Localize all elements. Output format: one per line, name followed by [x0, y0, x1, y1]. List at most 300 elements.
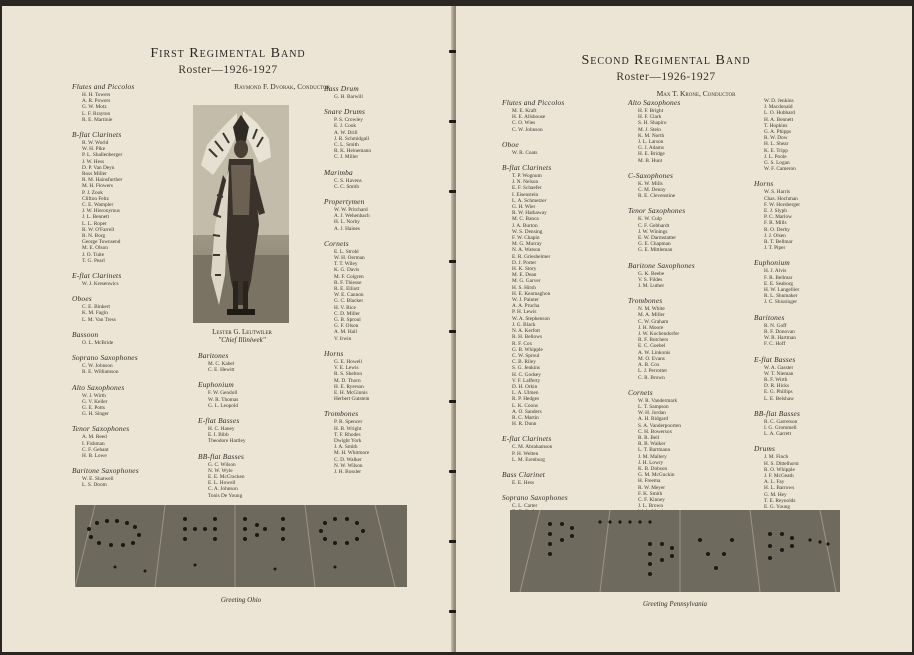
- member-name: W. E. Cannon: [334, 292, 364, 299]
- member-name: G. B. Sproul: [334, 317, 361, 324]
- member-name: J. W. Winings: [638, 228, 668, 235]
- member-name: A. W. Linkonis: [638, 349, 671, 356]
- member-name: A. O. Sanders: [512, 408, 542, 415]
- roster-section: [502, 140, 622, 156]
- member-name: R. R. Bell: [638, 434, 660, 441]
- member-name: K. M. North: [638, 132, 665, 139]
- section-title: Bassoon: [72, 329, 99, 339]
- member-name: H. L. Shear: [764, 141, 789, 148]
- member-name: J. H. Bossler: [334, 468, 362, 475]
- member-name: J. H. Moore: [638, 324, 664, 331]
- member-name: L. E. Belshaw: [764, 395, 795, 402]
- member-name: L. S. Doom: [82, 482, 107, 489]
- section-title: Cornets: [628, 387, 653, 397]
- member-name: G. V. Keller: [82, 398, 108, 405]
- member-name: L. A. Garrett: [764, 431, 792, 438]
- section-title: Flutes and Piccolos: [502, 98, 565, 107]
- roster-section: [72, 383, 187, 418]
- member-name: F. W. Chapin: [512, 235, 540, 242]
- member-name: R. T. Bellmar: [764, 239, 793, 246]
- roster-section: [754, 444, 874, 516]
- member-name: J. L. Poole: [764, 153, 787, 160]
- member-name: P. R. Spencer: [334, 419, 363, 426]
- member-name: C. S. Havens: [334, 177, 362, 184]
- member-name: P. S. Crowley: [334, 117, 363, 124]
- member-name: P. J. Zook: [82, 189, 103, 196]
- roster-section: [72, 294, 187, 323]
- left-page: [2, 6, 455, 652]
- member-name: W. E. Shatwell: [82, 476, 114, 483]
- member-name: M. A. Miller: [638, 312, 665, 319]
- member-name: R. P. Hedges: [512, 396, 540, 403]
- member-name: H. J. Alvis: [764, 268, 787, 275]
- member-name: M. H. Whitmore: [334, 450, 370, 457]
- section-title: E-flat Basses: [754, 354, 796, 364]
- section-title: E-flat Basses: [198, 416, 240, 426]
- chief-figure-illustration: [193, 105, 289, 323]
- member-name: R. C. Garretson: [764, 418, 798, 425]
- member-name: W. J. Wirth: [82, 392, 106, 399]
- roster-section: [72, 353, 187, 375]
- member-name: R. W. Meyer: [638, 484, 666, 491]
- member-name: C. W. Sproul: [512, 352, 540, 359]
- member-name: Ross Miller: [82, 171, 107, 178]
- member-name: J. M. Luther: [638, 283, 665, 290]
- member-name: J. R. Schmidgall: [334, 135, 370, 142]
- member-name: T. E. Reynolds: [764, 497, 796, 504]
- member-name: L. A. Ulmen: [512, 390, 539, 397]
- member-name: R. F. Donovan: [764, 328, 795, 335]
- roster-section: [628, 206, 753, 253]
- member-name: Theodore Hartley: [208, 438, 246, 445]
- member-name: G. C. Wilson: [208, 461, 236, 468]
- member-name: C. F. Kinney: [638, 496, 665, 503]
- member-name: C. E. Hewitt: [208, 367, 235, 374]
- member-name: H. H. Towers: [82, 92, 111, 98]
- member-name: M. E. Kraft: [512, 108, 537, 114]
- member-name: P. H. Welten: [512, 450, 539, 457]
- member-name: W. T. Nieman: [764, 370, 794, 377]
- member-name: E. R. Griesheimer: [512, 253, 551, 260]
- member-name: C. D. Walker: [334, 456, 362, 463]
- member-name: R. O. Whipple: [764, 466, 795, 473]
- member-name: R. E. Clevenstine: [638, 193, 676, 200]
- member-name: K. W. Culp: [638, 216, 662, 223]
- member-name: T. Hopkins: [764, 122, 788, 129]
- member-name: R. N. Borg: [82, 233, 106, 240]
- band-formation-pennsylvania-illustration: [510, 510, 840, 592]
- member-name: G. M. Hey: [764, 491, 787, 498]
- member-name: E. E. Seaborg: [764, 280, 794, 287]
- member-name: W. R. Thomas: [208, 396, 239, 403]
- member-name: A. B. Cox: [638, 362, 660, 369]
- roster-section: [754, 179, 874, 251]
- member-name: K. M. Fagin: [82, 310, 108, 317]
- member-name: J. L. Brown: [638, 503, 664, 510]
- member-name: M. G. Murray: [512, 241, 542, 248]
- greeting-ohio-caption: Greeting Ohio: [220, 596, 262, 604]
- member-name: H. B. Lowe: [82, 452, 107, 459]
- member-name: G. E. Howell: [334, 358, 362, 365]
- section-title: C-Saxophones: [628, 170, 674, 180]
- member-name: L. T. Bartmann: [638, 447, 671, 454]
- member-name: S. H. Shapiro: [638, 120, 667, 127]
- roster-section: [754, 258, 874, 305]
- member-name: W. H. Oerman: [334, 255, 365, 262]
- section-title: Drums: [754, 444, 776, 454]
- member-name: E. G. Young: [764, 503, 791, 510]
- member-name: W. H. Jordan: [638, 410, 666, 417]
- member-name: C. E. Binkert: [82, 304, 110, 311]
- greeting-pennsylvania-caption: Greeting Pennsylvania: [642, 600, 708, 608]
- member-name: J. N. Nelson: [512, 179, 539, 186]
- left-page-roster-heading: Roster—1926-1927: [178, 64, 278, 76]
- member-name: P. H. Lewis: [512, 309, 537, 316]
- section-title: Oboes: [72, 294, 92, 304]
- roster-section: [628, 296, 753, 380]
- member-name: L. K. Coons: [512, 402, 538, 409]
- section-title: B-flat Clarinets: [72, 130, 122, 140]
- section-title: Alto Saxophones: [72, 382, 125, 392]
- right-page-roster-heading: Roster—1926-1927: [616, 71, 716, 83]
- member-name: I. Eisenstein: [512, 191, 539, 198]
- member-name: F. K. Smith: [638, 490, 663, 497]
- member-name: C. R. Brown: [638, 374, 665, 381]
- member-name: D. J. Porter: [512, 259, 537, 266]
- member-name: L. L. Roper: [82, 220, 107, 227]
- member-name: W. S. Harris: [764, 189, 790, 196]
- section-title: Cornets: [324, 238, 349, 248]
- roster-section: [72, 424, 187, 459]
- member-name: W. F. Cameron: [764, 166, 796, 173]
- roster-section: [72, 82, 187, 123]
- member-name: C. B. Riley: [512, 359, 536, 366]
- roster-section: [754, 98, 874, 172]
- member-name: R. H. Bellows: [512, 334, 543, 341]
- member-name: J. A. Smith: [334, 444, 358, 451]
- section-title: Soprano Saxophones: [502, 493, 568, 503]
- member-name: H. S. Dittelhorst: [764, 460, 799, 467]
- member-name: H. L. Barrows: [764, 485, 795, 492]
- member-name: Clifton Feltz: [82, 195, 109, 202]
- roster-section: [72, 271, 187, 287]
- member-name: J. A. Burton: [512, 222, 538, 229]
- member-name: E. F. Schaefer: [512, 185, 542, 192]
- right-page-title: Second Regimental Band: [581, 53, 751, 68]
- member-name: N. A. Watson: [512, 247, 541, 254]
- member-name: J. F. McGeath: [764, 472, 794, 479]
- member-name: G. E. Chapman: [638, 241, 671, 248]
- member-name: W. J. Painter: [512, 297, 539, 304]
- member-name: C. H. Bowersox: [638, 428, 673, 435]
- member-name: G. M. McGuckin: [638, 472, 675, 479]
- member-name: K. W. Mills: [638, 180, 663, 187]
- roster-section: [198, 416, 313, 445]
- member-name: E. J. Cook: [334, 123, 357, 130]
- member-name: D. P. Van Deyn: [82, 164, 115, 171]
- roster-section: [754, 313, 874, 348]
- member-name: W. S. Densing: [512, 228, 543, 235]
- member-name: R. E. Elliott: [334, 286, 360, 293]
- member-name: M. E. Olson: [82, 245, 108, 252]
- member-name: C. E. Wampler: [82, 202, 114, 209]
- member-name: M. B. Hunt: [638, 157, 663, 164]
- member-name: R. W. O'Farrell: [82, 226, 115, 233]
- member-name: K. E. Tripp: [764, 147, 788, 154]
- member-name: Dwight York: [334, 437, 362, 444]
- member-name: H. L. Norby: [334, 219, 360, 226]
- member-name: M. G. Garver: [512, 278, 541, 285]
- member-name: H. F. Bright: [638, 108, 664, 114]
- member-name: J. Macdonald: [764, 104, 793, 111]
- member-name: J. M. Mallery: [638, 453, 667, 460]
- roster-section: [628, 171, 753, 200]
- member-name: R. W. Dow: [764, 135, 788, 142]
- roster-section: [198, 380, 313, 409]
- section-title: Soprano Saxophones: [72, 353, 138, 363]
- member-name: V. E. Lewis: [334, 365, 359, 372]
- member-name: F. W. Gendoll: [208, 390, 238, 397]
- member-name: E. I. Bibb: [208, 432, 229, 439]
- member-name: H. A. Bennett: [764, 116, 794, 123]
- member-name: H. B. Wright: [334, 425, 362, 432]
- member-name: W. D. Jenkins: [764, 98, 794, 104]
- member-name: C. L. Smith: [334, 142, 359, 149]
- member-name: W. W. Pritchard: [334, 207, 368, 214]
- member-name: R. C. Martin: [512, 414, 539, 421]
- member-name: R. W. World: [82, 140, 109, 147]
- member-name: A. H. Ridgard: [638, 416, 669, 423]
- roster-section: [502, 98, 622, 133]
- member-name: W. J. Kresenwics: [82, 281, 119, 288]
- member-name: A. L. Fay: [764, 479, 785, 486]
- member-name: E. H. McGinnis: [334, 389, 368, 396]
- member-name: F. R. Bellmar: [764, 274, 793, 281]
- member-name: H. E. Bridge: [638, 151, 665, 158]
- member-name: M. C. Kabel: [208, 361, 235, 367]
- roster-section: [502, 163, 622, 427]
- member-name: A. J. Wehenbach: [334, 213, 370, 220]
- section-title: Alto Saxophones: [628, 98, 681, 107]
- member-name: L. J. Perrottet: [638, 368, 667, 375]
- member-name: P. C. Marlow: [764, 214, 792, 221]
- member-name: R. M. Hainsfurther: [82, 177, 123, 184]
- member-name: R. L. Shumaker: [764, 293, 798, 300]
- member-name: H. F. Clark: [638, 114, 662, 121]
- section-title: Baritones: [754, 312, 785, 322]
- member-name: C. F. Gebhardt: [638, 222, 670, 229]
- member-name: P. L. Shallenberger: [82, 152, 123, 159]
- member-name: N. W. Wyle: [208, 467, 233, 474]
- member-name: W. R. Coats: [512, 149, 538, 156]
- member-name: G. C. Blacker: [334, 298, 364, 305]
- member-name: O. L. McBride: [82, 339, 114, 346]
- member-name: C. J. Miller: [334, 154, 359, 161]
- member-name: J. W. Kochendorfer: [638, 331, 680, 338]
- member-name: R. B. Walker: [638, 441, 666, 448]
- member-name: R. K. Heinemann: [334, 148, 372, 155]
- member-name: J. M. Finch: [764, 454, 789, 461]
- chief-illiniwek-photo: [193, 105, 289, 323]
- member-name: C. A. Johnson: [208, 486, 238, 493]
- chief-photo-caption-name: Lester G. Leutwiler: [212, 328, 272, 336]
- section-title: Euphonium: [754, 258, 790, 268]
- member-name: A. M. Hall: [334, 329, 357, 336]
- member-name: V. F. Lafferty: [512, 377, 541, 384]
- member-name: R. W. Hathaway: [512, 210, 547, 217]
- right-column-2: [628, 98, 753, 541]
- section-title: Baritone Saxophones: [72, 466, 139, 476]
- chief-photo-caption-nickname: "Chief Illiniwek": [218, 336, 266, 344]
- roster-section: [72, 330, 187, 346]
- section-title: Flutes and Piccolos: [72, 82, 135, 91]
- roster-section: [502, 470, 622, 486]
- right-page: [456, 6, 912, 652]
- member-name: M. O. Evans: [638, 355, 665, 362]
- roster-section: [324, 107, 439, 160]
- left-column-2: [198, 351, 313, 506]
- member-name: G. E. Mittleman: [638, 247, 673, 254]
- left-column-3: [324, 84, 439, 482]
- member-name: R. F. Cox: [512, 340, 533, 347]
- member-name: I. Fishman: [82, 440, 105, 447]
- roster-section: [72, 466, 187, 488]
- member-name: F. R. Mills: [764, 220, 787, 227]
- member-name: M. J. Stein: [638, 126, 661, 133]
- member-name: M. C. Banca: [512, 216, 539, 223]
- member-name: J. L. Larson: [638, 139, 664, 146]
- member-name: G. E. Potts: [82, 404, 105, 411]
- member-name: G. J. Adams: [638, 145, 664, 152]
- member-name: K. G. Davis: [334, 267, 360, 274]
- member-name: H. R. Dunn: [512, 421, 537, 428]
- member-name: H. K. Story: [512, 266, 537, 273]
- member-name: T. G. Pearl: [82, 257, 105, 264]
- member-name: A. M. Reed: [82, 434, 107, 441]
- member-name: F. C. Hoff: [764, 341, 786, 348]
- member-name: A. J. Haines: [334, 225, 360, 232]
- member-name: W. A. Gasster: [764, 364, 794, 371]
- member-name: G. A. Phipps: [764, 129, 792, 136]
- section-title: Euphonium: [198, 380, 234, 390]
- member-name: C. W. Johnson: [512, 126, 543, 133]
- member-name: J. O. Tuite: [82, 251, 105, 258]
- member-name: C. L. Carter: [512, 503, 538, 510]
- member-name: C. W. Johnson: [82, 363, 113, 370]
- member-name: L. O. Hubbard: [764, 110, 795, 117]
- member-name: E. G. Phillips: [764, 389, 793, 396]
- member-name: T. F. Rhodes: [334, 431, 361, 438]
- member-name: H. S. Hirsh: [512, 284, 536, 291]
- member-name: V. S. Fildes: [638, 276, 663, 283]
- member-name: R. F. Thiesse: [334, 279, 362, 286]
- member-name: J. H. Lowry: [638, 459, 664, 466]
- member-name: J. C. Shissinger: [764, 299, 797, 306]
- member-name: W. H. Pike: [82, 146, 106, 153]
- roster-section: [198, 452, 313, 499]
- member-name: J. L. Bennett: [82, 214, 110, 221]
- member-name: G. H. Wier: [512, 204, 536, 211]
- section-title: Tenor Saxophones: [628, 206, 686, 216]
- member-name: R. O. Derby: [764, 226, 790, 233]
- roster-section: [628, 261, 753, 290]
- right-column-3: [754, 98, 874, 559]
- member-name: C. F. Gehant: [82, 446, 109, 453]
- member-name: S. A. Vanderpoorten: [638, 422, 681, 429]
- member-name: E. C. Goebel: [638, 343, 666, 350]
- member-name: G. W. Motz: [82, 104, 107, 111]
- member-name: L. M. Van Tress: [82, 316, 116, 323]
- member-name: H. E. Kearnaghon: [512, 290, 551, 297]
- section-title: Bass Drum: [324, 84, 359, 93]
- section-title: BB-flat Basses: [198, 451, 245, 461]
- member-name: H. E. Ryerson: [334, 383, 364, 390]
- member-name: J. W. Hieronymus: [82, 208, 120, 215]
- member-name: George Townsend: [82, 239, 121, 246]
- member-name: L. F. Brayton: [82, 110, 111, 117]
- member-name: C. W. Graham: [638, 318, 669, 325]
- member-name: E. E. McCracken: [208, 474, 245, 481]
- member-name: D. R. Hicks: [764, 383, 790, 390]
- roster-section: [198, 351, 313, 373]
- member-name: G. H. Barwill: [334, 94, 363, 100]
- member-name: H. Freema: [638, 478, 661, 485]
- member-name: A. A. Prucha: [512, 303, 540, 310]
- section-title: Baritone Saxophones: [628, 260, 695, 270]
- member-name: G. F. Olson: [334, 323, 359, 330]
- member-name: G. S. Logan: [764, 160, 790, 167]
- left-page-conductor: Raymond F. Dvorak, Conductor: [234, 82, 330, 91]
- roster-section: [502, 434, 622, 463]
- member-name: I. G. Grommell: [764, 424, 797, 431]
- roster-section: [324, 168, 439, 190]
- member-name: N. M. White: [638, 306, 665, 313]
- member-name: T. T. Wiley: [334, 261, 358, 268]
- member-name: H. V. Rice: [334, 304, 356, 311]
- section-title: Marimba: [324, 167, 353, 177]
- member-name: Herbert Gutstein: [334, 396, 370, 403]
- roster-section: [324, 409, 439, 475]
- member-name: H. E. Allshouse: [512, 114, 546, 121]
- member-name: M. F. Colgren: [334, 273, 364, 280]
- member-name: Tonis De Young: [208, 492, 243, 499]
- member-name: W. A. Stephenson: [512, 315, 550, 322]
- member-name: N. A. Kerfott: [512, 328, 540, 335]
- member-name: G. K. Beebe: [638, 270, 665, 277]
- member-name: H. C. Godsey: [512, 371, 541, 378]
- member-name: F. W. Horsberger: [764, 201, 800, 208]
- member-name: K. B. Dobson: [638, 465, 668, 472]
- section-title: Horns: [324, 348, 344, 358]
- left-page-title: First Regimental Band: [150, 46, 306, 61]
- member-name: R. E. Williamson: [82, 369, 119, 376]
- section-title: E-flat Clarinets: [502, 434, 552, 444]
- section-title: Trombones: [324, 409, 359, 419]
- left-column-1: [72, 82, 187, 496]
- member-name: J. J. Olsen: [764, 232, 786, 239]
- member-name: R. F. Botchers: [638, 337, 669, 344]
- member-name: S. G. Jenkins: [512, 365, 540, 372]
- roster-section: [324, 84, 439, 100]
- member-name: L. A. Schmetzer: [512, 197, 547, 204]
- member-name: G. H. Singer: [82, 411, 109, 418]
- member-name: E. L. Howell: [208, 480, 236, 487]
- section-title: Snare Drums: [324, 107, 366, 117]
- section-title: Bass Clarinet: [502, 469, 546, 479]
- section-title: Horns: [754, 179, 774, 189]
- roster-section: [72, 130, 187, 264]
- right-page-conductor: Max T. Krone, Conductor: [656, 89, 736, 98]
